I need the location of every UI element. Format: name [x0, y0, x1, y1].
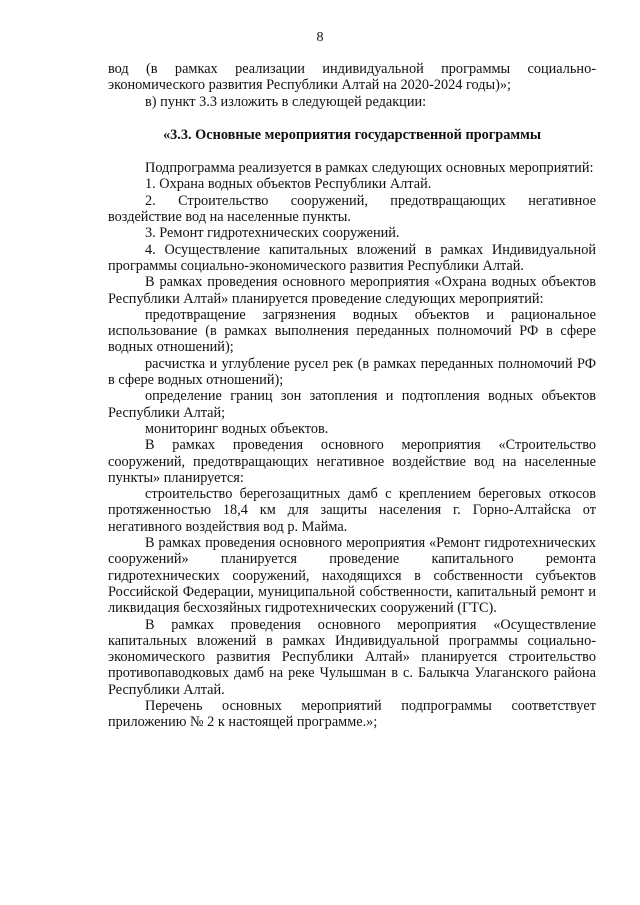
- paragraph: расчистка и углубление русел рек (в рамках переданных полномочий РФ в сфере водных отношений);: [108, 355, 596, 389]
- paragraph: 1. Охрана водных объектов Республики Алтай.: [145, 176, 432, 193]
- paragraph: мониторинг водных объектов.: [145, 420, 329, 437]
- paragraph: В рамках проведения основного мероприятия «Охрана водных объектов Республики Алтай» планируется проведение следующих мероприятий:: [108, 274, 596, 307]
- paragraph: 3. Ремонт гидротехнических сооружений.: [145, 225, 400, 242]
- paragraph: в) пункт 3.3 изложить в следующей редакции:: [145, 93, 427, 110]
- paragraph: определение границ зон затопления и подтопления водных объектов Республики Алтай;: [108, 388, 596, 421]
- paragraph: вод (в рамках реализации индивидуальной программы социально-экономического развития Республики Алтай на 2020-2024 годы)»;: [108, 61, 596, 94]
- document-body: [108, 61, 596, 731]
- paragraph: Подпрограмма реализуется в рамках следующих основных мероприятий:: [145, 160, 594, 177]
- paragraph: В рамках проведения основного мероприятия «Строительство сооружений, предотвращающих негативное воздействие вод на населенные пункты» планируется:: [108, 437, 596, 486]
- paragraph: 2. Строительство сооружений, предотвращающих негативное воздействие вод на населенные пункты.: [108, 192, 596, 226]
- paragraph: В рамках проведения основного мероприятия «Осуществление капитальных вложений в рамках Индивидуальной программы социально-экономического развития Республики Алтай» планируется строительство противопаводковых дамб на реке Чулышман в с. Балыкча Улаганского района Республики Алтай.: [108, 616, 596, 698]
- paragraph: В рамках проведения основного мероприятия «Ремонт гидротехнических сооружений» планируется проведение капитального ремонта гидротехнических сооружений, находящихся в собственности субъектов Российской Федерации, муниципальной собственности, капитальный ремонт и ликвидация бесхозяйных гидротехнических сооружений (ГТС).: [108, 535, 596, 617]
- paragraph: 4. Осуществление капитальных вложений в рамках Индивидуальной программы социально-экономического развития Республики Алтай.: [108, 241, 596, 274]
- paragraph: предотвращение загрязнения водных объектов и рациональное использование (в рамках выполнения переданных полномочий РФ в сфере водных отношений);: [108, 306, 596, 356]
- page-number: 8: [316, 30, 324, 45]
- paragraph: строительство берегозащитных дамб с креплением береговых откосов протяженностью 18,4 км для защиты населения г. Горно-Алтайска от негативного воздействия вод р. Майма.: [108, 486, 596, 535]
- section-heading: «3.3. Основные мероприятия государственной программы: [162, 126, 542, 143]
- paragraph: Перечень основных мероприятий подпрограммы соответствует приложению № 2 к настоящей программе.»;: [108, 697, 596, 731]
